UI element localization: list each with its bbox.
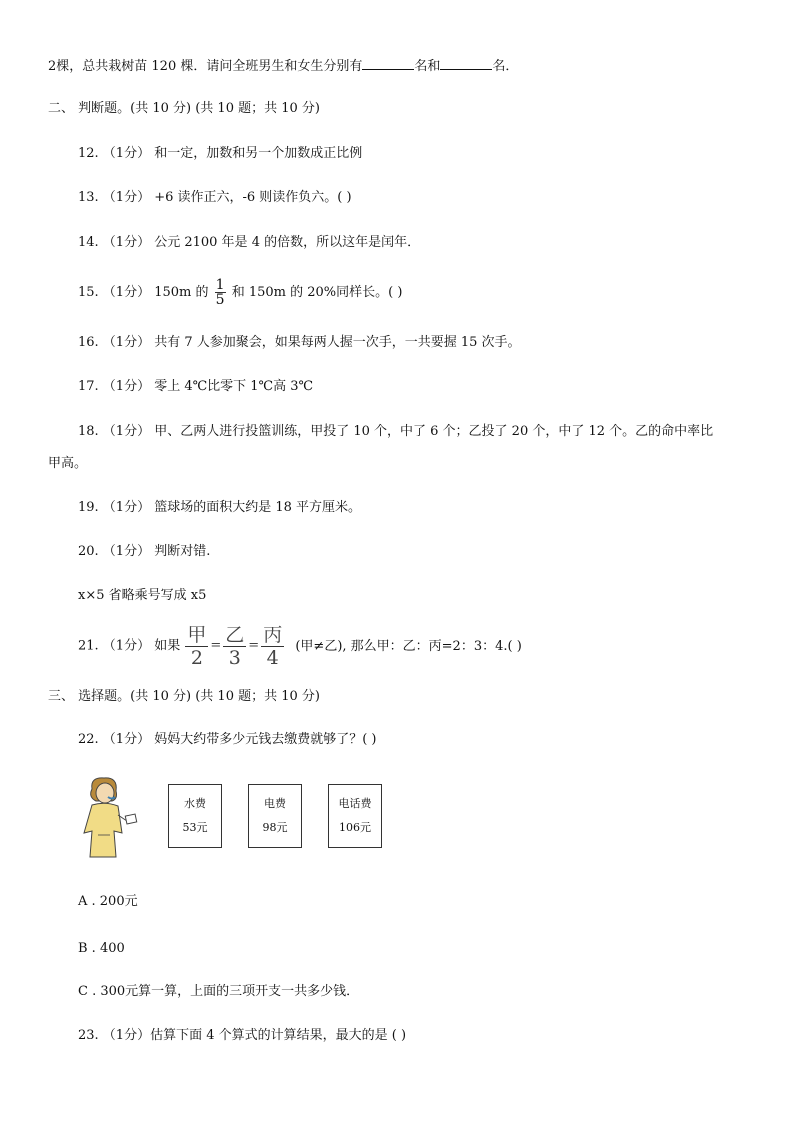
question-19: 19. （1分） 篮球场的面积大约是 18 平方厘米。 [78,500,362,515]
answer-blank-boys[interactable] [362,57,414,70]
q11-text-c: 名． [492,59,519,74]
bill-amount: 106元 [339,821,371,834]
phone-bill-card [328,784,382,848]
fraction-numerator: 1 [215,277,225,293]
question-21 [78,622,522,671]
bill-title: 电话费 [338,797,372,810]
fraction-numerator: 丙 [263,623,283,646]
question-15 [78,274,402,312]
question-18-line-1: 18. （1分） 甲、乙两人进行投篮训练，甲投了 10 个，中了 6 个；乙投了 20 个，中了 12 个。乙的命中率比 [78,424,714,439]
option-c[interactable]: C . 300元算一算，上面的三项开支一共多少钱． [78,984,360,999]
answer-blank-girls[interactable] [440,57,492,70]
fraction-numerator: 乙 [225,623,245,646]
question-20-statement: x×5 省略乘号写成 x5 [78,588,207,603]
question-12: 12. （1分） 和一定，加数和另一个加数成正比例 [78,146,363,161]
mother-illustration [78,775,142,859]
q15-suffix: 和 150m 的 20%同样长。( ) [231,285,403,300]
section-3-title: 三、 选择题。(共 10 分) (共 10 题；共 10 分) [48,689,320,704]
question-23: 23. （1分）估算下面 4 个算式的计算结果，最大的是 ( ) [78,1028,407,1043]
question-16: 16. （1分） 共有 7 人参加聚会，如果每两人握一次手，一共要握 15 次手。 [78,335,521,350]
q11-text-b: 名和 [414,59,441,74]
water-bill-card [168,784,222,848]
electricity-bill-card [248,784,302,848]
question-17: 17. （1分） 零上 4℃比零下 1℃高 3℃ [78,379,314,394]
question-14: 14. （1分） 公元 2100 年是 4 的倍数，所以这年是闰年． [78,235,421,250]
question-18-line-2: 甲高。 [48,456,88,471]
q21-suffix: (甲≠乙), 那么甲：乙：丙=2：3：4.( ) [295,638,522,654]
question-20: 20. （1分） 判断对错. [78,544,211,559]
section-2-title: 二、 判断题。(共 10 分) (共 10 题；共 10 分) [48,101,320,116]
option-a[interactable]: A . 200元 [78,894,138,909]
question-22: 22. （1分） 妈妈大约带多少元钱去缴费就够了？( ) [78,732,377,747]
bill-amount: 53元 [182,821,208,834]
equals-sign: = [248,638,260,653]
q21-prefix: 21. （1分） 如果 [78,638,181,654]
bill-amount: 98元 [262,821,288,834]
bill-title: 水费 [184,797,206,810]
fraction-denominator: 3 [228,646,241,669]
fraction-denominator: 4 [266,646,279,669]
fraction-yi-over-3 [223,624,246,669]
fraction-denominator: 2 [190,646,203,669]
fraction-numerator: 甲 [187,623,207,646]
fraction-denominator: 5 [215,292,225,308]
fraction-jia-over-2 [185,624,208,669]
q11-continuation [48,57,518,76]
bill-title: 电费 [264,797,286,810]
option-b[interactable]: B . 400 [78,941,125,956]
q11-text-a: 2棵，总共栽树苗 120 棵．请问全班男生和女生分别有 [48,59,363,74]
equals-sign: = [210,638,222,653]
fraction-bing-over-4 [261,624,284,669]
q15-prefix: 15. （1分） 150m 的 [78,285,209,300]
fraction-one-fifth [215,278,226,307]
question-13: 13. （1分） +6 读作正六，-6 则读作负六。( ) [78,190,352,205]
